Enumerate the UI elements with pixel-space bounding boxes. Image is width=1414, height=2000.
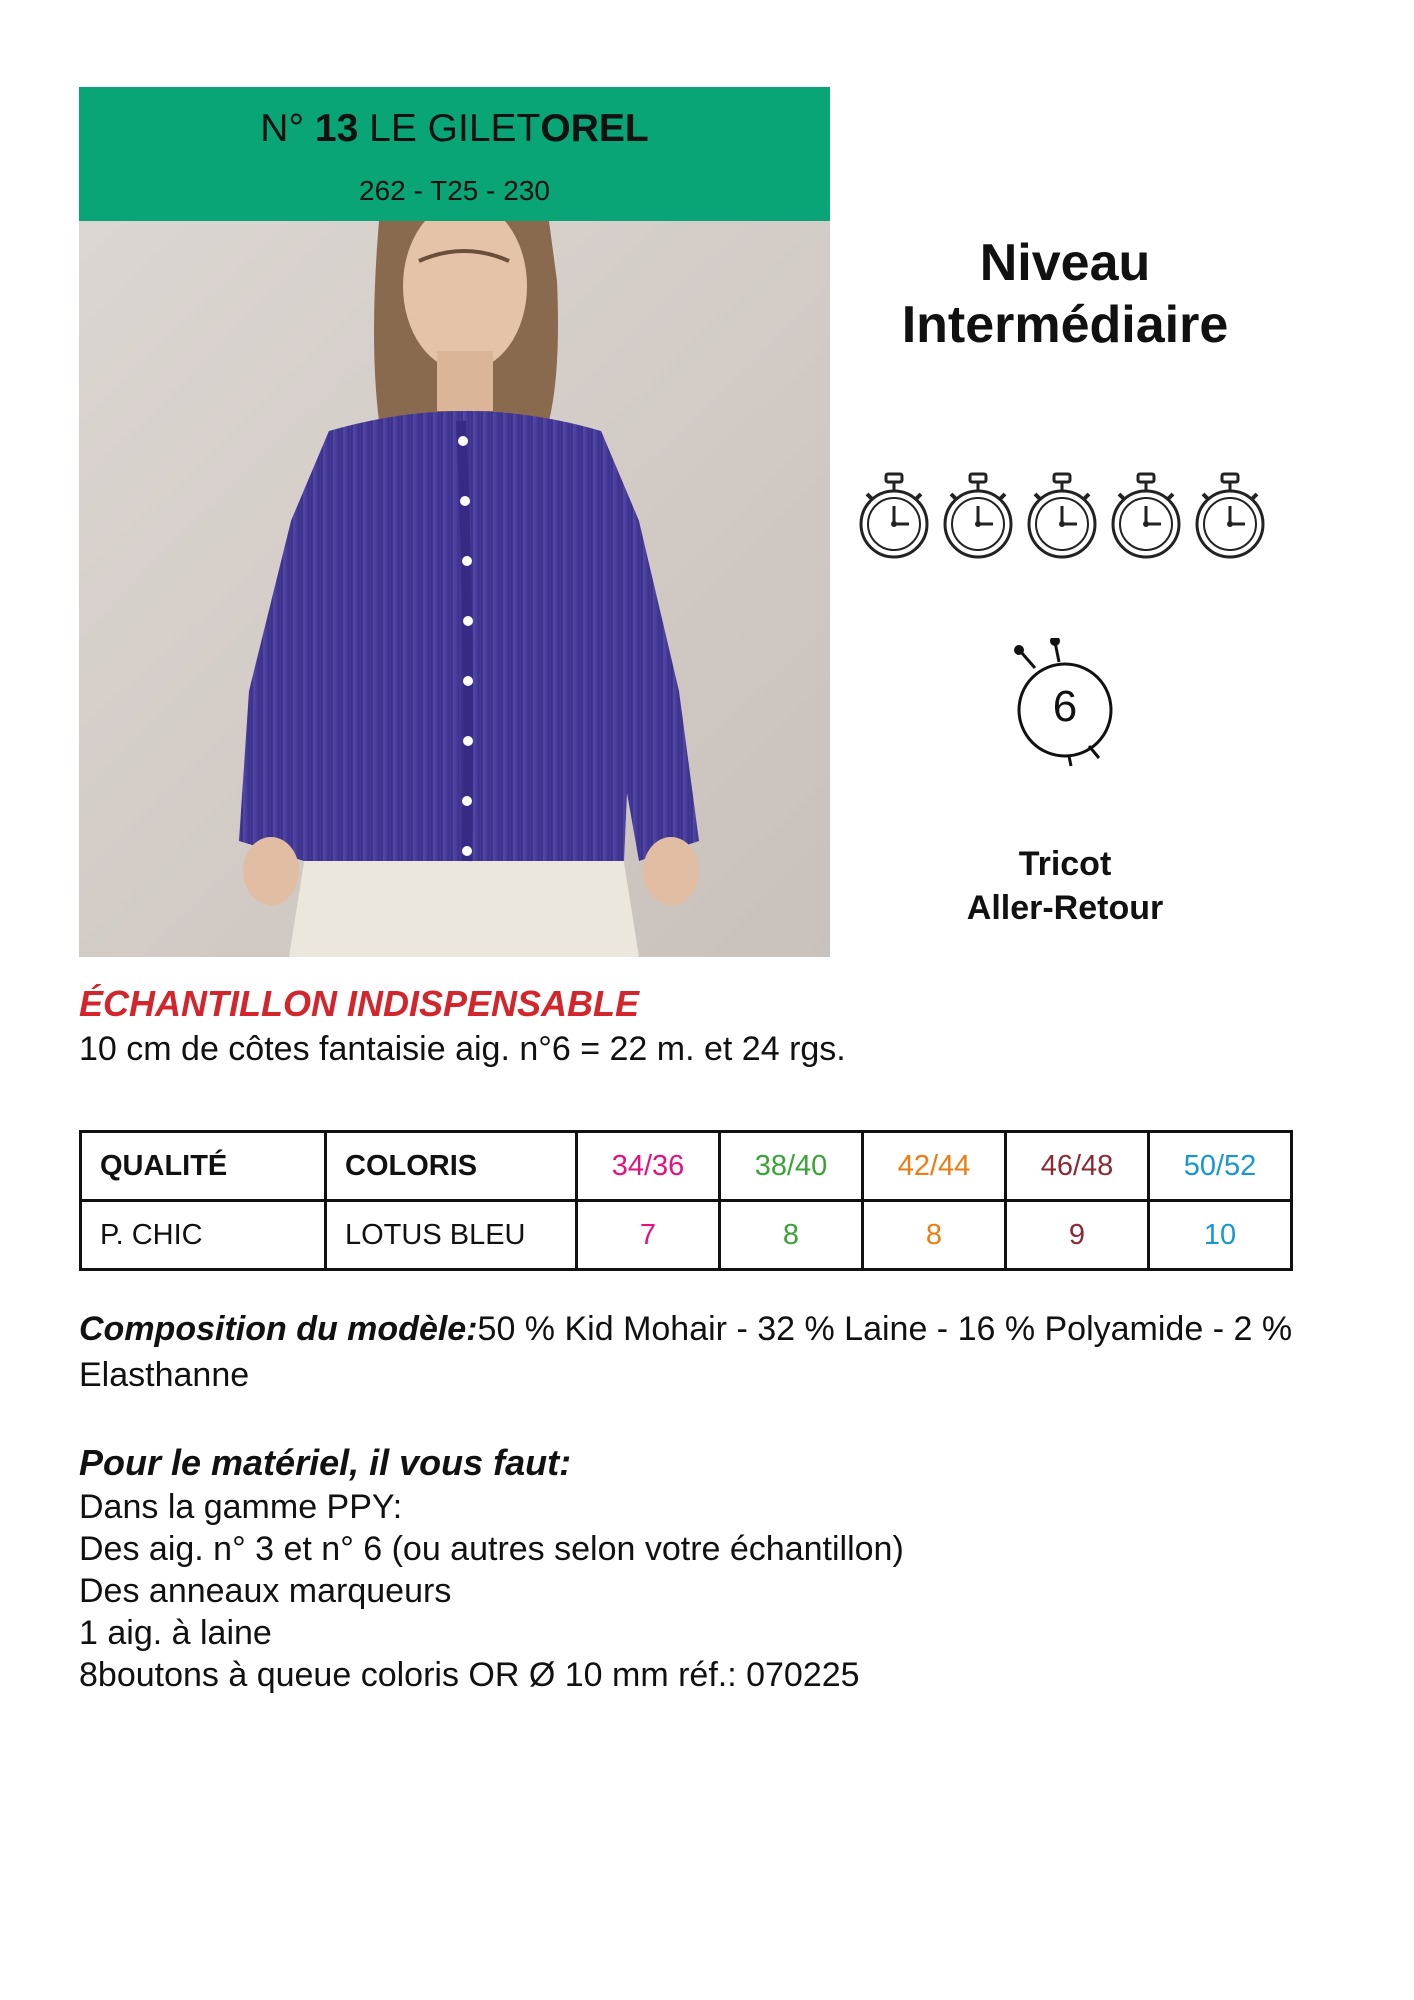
- title-bold: OREL: [540, 107, 649, 150]
- header-size: 34/36: [577, 1132, 720, 1201]
- list-item: Des anneaux marqueurs: [79, 1572, 452, 1610]
- model-photo: [79, 221, 830, 957]
- gauge-title: ÉCHANTILLON INDISPENSABLE: [79, 983, 640, 1024]
- list-item: Dans la gamme PPY:: [79, 1488, 403, 1526]
- stopwatch-icon: [857, 472, 931, 560]
- technique-line1: Tricot: [1018, 845, 1112, 883]
- stopwatch-icon: [1109, 472, 1183, 560]
- cardigan-illustration: [79, 221, 830, 957]
- cell-quantity: 8: [863, 1201, 1006, 1270]
- skill-level: [860, 232, 1270, 356]
- header-size: 46/48: [1006, 1132, 1149, 1201]
- list-item: Des aig. n° 3 et n° 6 (ou autres selon votre échantillon): [79, 1530, 904, 1568]
- header-color: COLORIS: [326, 1132, 577, 1201]
- cell-quantity: 10: [1149, 1201, 1292, 1270]
- stopwatch-icon: [1025, 472, 1099, 560]
- number-prefix: N°: [260, 107, 305, 150]
- composition: [79, 1306, 1339, 1398]
- material-list: [79, 1486, 904, 1696]
- header-size: 38/40: [720, 1132, 863, 1201]
- cell-quantity: 9: [1006, 1201, 1149, 1270]
- header-size: 42/44: [863, 1132, 1006, 1201]
- pattern-codes: 262 - T25 - 230: [359, 175, 550, 206]
- cell-color: LOTUS BLEU: [326, 1201, 577, 1270]
- level-label: Niveau: [979, 234, 1151, 292]
- header-size: 50/52: [1149, 1132, 1292, 1201]
- level-value: Intermédiaire: [901, 296, 1229, 354]
- list-item: 8boutons à queue coloris OR Ø 10 mm réf.: 070225: [79, 1656, 860, 1694]
- needle-size-icon: [1005, 638, 1125, 768]
- table-row: [81, 1201, 1292, 1270]
- technique-line2: Aller-Retour: [966, 889, 1164, 927]
- header-quality: QUALITÉ: [81, 1132, 326, 1201]
- composition-label: Composition du modèle:: [79, 1310, 478, 1348]
- table-header-row: [81, 1132, 1292, 1201]
- needle-size-value: 6: [1052, 682, 1078, 731]
- gauge-text: 10 cm de côtes fantaisie aig. n°6 = 22 m. et 24 rgs.: [79, 1030, 846, 1068]
- yarn-table: [79, 1130, 1293, 1271]
- knitting-technique: [900, 842, 1230, 930]
- composition-text: 50 % Kid Mohair - 32 % Laine - 16 % Polyamide - 2 % Elasthanne: [79, 1310, 1293, 1394]
- pattern-title: [79, 107, 830, 151]
- list-item: 1 aig. à laine: [79, 1614, 272, 1652]
- stopwatch-icon: [941, 472, 1015, 560]
- cell-quality: P. CHIC: [81, 1201, 326, 1270]
- pattern-number: 13: [314, 107, 359, 150]
- pattern-header: [79, 87, 830, 221]
- title-regular: LE GILET: [369, 107, 541, 150]
- stopwatch-icon: [1193, 472, 1267, 560]
- cell-quantity: 8: [720, 1201, 863, 1270]
- material-title: Pour le matériel, il vous faut:: [79, 1442, 572, 1483]
- cell-quantity: 7: [577, 1201, 720, 1270]
